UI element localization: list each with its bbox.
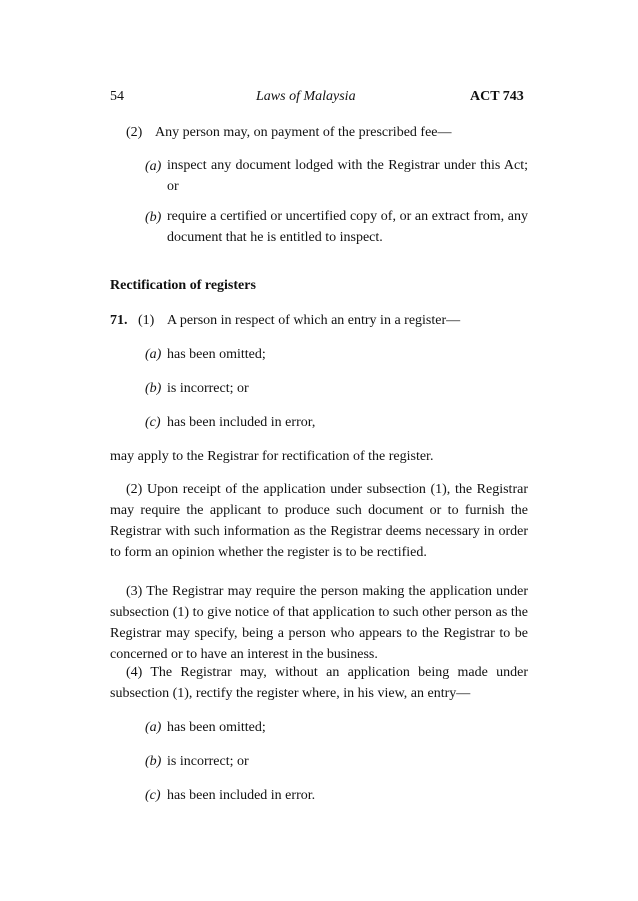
s71-list1-text: has been included in error,	[167, 415, 316, 430]
page-number: 54	[110, 89, 124, 104]
s71-list1-label: (b)	[145, 381, 162, 396]
s71-list4-text: has been included in error.	[167, 788, 316, 803]
s71-list4-label: (c)	[145, 788, 161, 803]
s70-sub2-text: Any person may, on payment of the prescribed fee—	[155, 125, 452, 140]
s71-sub3-paragraph: (3) The Registrar may require the person making the application under subsection (1) to give notice of that application to such other person as the Registrar may specify, being a person who appears to the Registrar to be concerned or to have an interest in the business.	[110, 584, 528, 662]
s71-list4-text: has been omitted;	[167, 720, 266, 735]
act-number: ACT 743	[470, 89, 524, 104]
s71-sub1-tail: may apply to the Registrar for rectification of the register.	[110, 449, 434, 464]
s71-sub4-paragraph: (4) The Registrar may, without an application being made under subsection (1), rectify the register where, in his view, an entry—	[110, 665, 528, 701]
s70-sub2-number: (2)	[126, 125, 143, 140]
section-number: 71.	[110, 313, 128, 328]
s70-item-b-text: require a certified or uncertified copy of, or an extract from, any document that he is entitled to inspect.	[167, 209, 528, 245]
s70-item-b-label: (b)	[145, 210, 162, 225]
running-title: Laws of Malaysia	[256, 89, 356, 104]
s71-list1-text: is incorrect; or	[167, 381, 249, 396]
s71-list4-text: is incorrect; or	[167, 754, 249, 769]
section-heading: Rectification of registers	[110, 278, 256, 293]
s71-list1-label: (a)	[145, 347, 162, 362]
s71-list1-label: (c)	[145, 415, 161, 430]
s71-list4-label: (b)	[145, 754, 162, 769]
s71-list1-text: has been omitted;	[167, 347, 266, 362]
s71-sub1-number: (1)	[138, 313, 155, 328]
s71-sub2-paragraph: (2) Upon receipt of the application under subsection (1), the Registrar may require the applicant to produce such document or to furnish the Registrar with such information as the Registrar deems necessary in order to form an opinion whether the register is to be rectified.	[110, 482, 528, 560]
s71-sub1-text: A person in respect of which an entry in a register—	[167, 313, 461, 328]
s70-item-a-label: (a)	[145, 159, 162, 174]
s70-item-a-text: inspect any document lodged with the Registrar under this Act; or	[167, 158, 528, 194]
s71-list4-label: (a)	[145, 720, 162, 735]
